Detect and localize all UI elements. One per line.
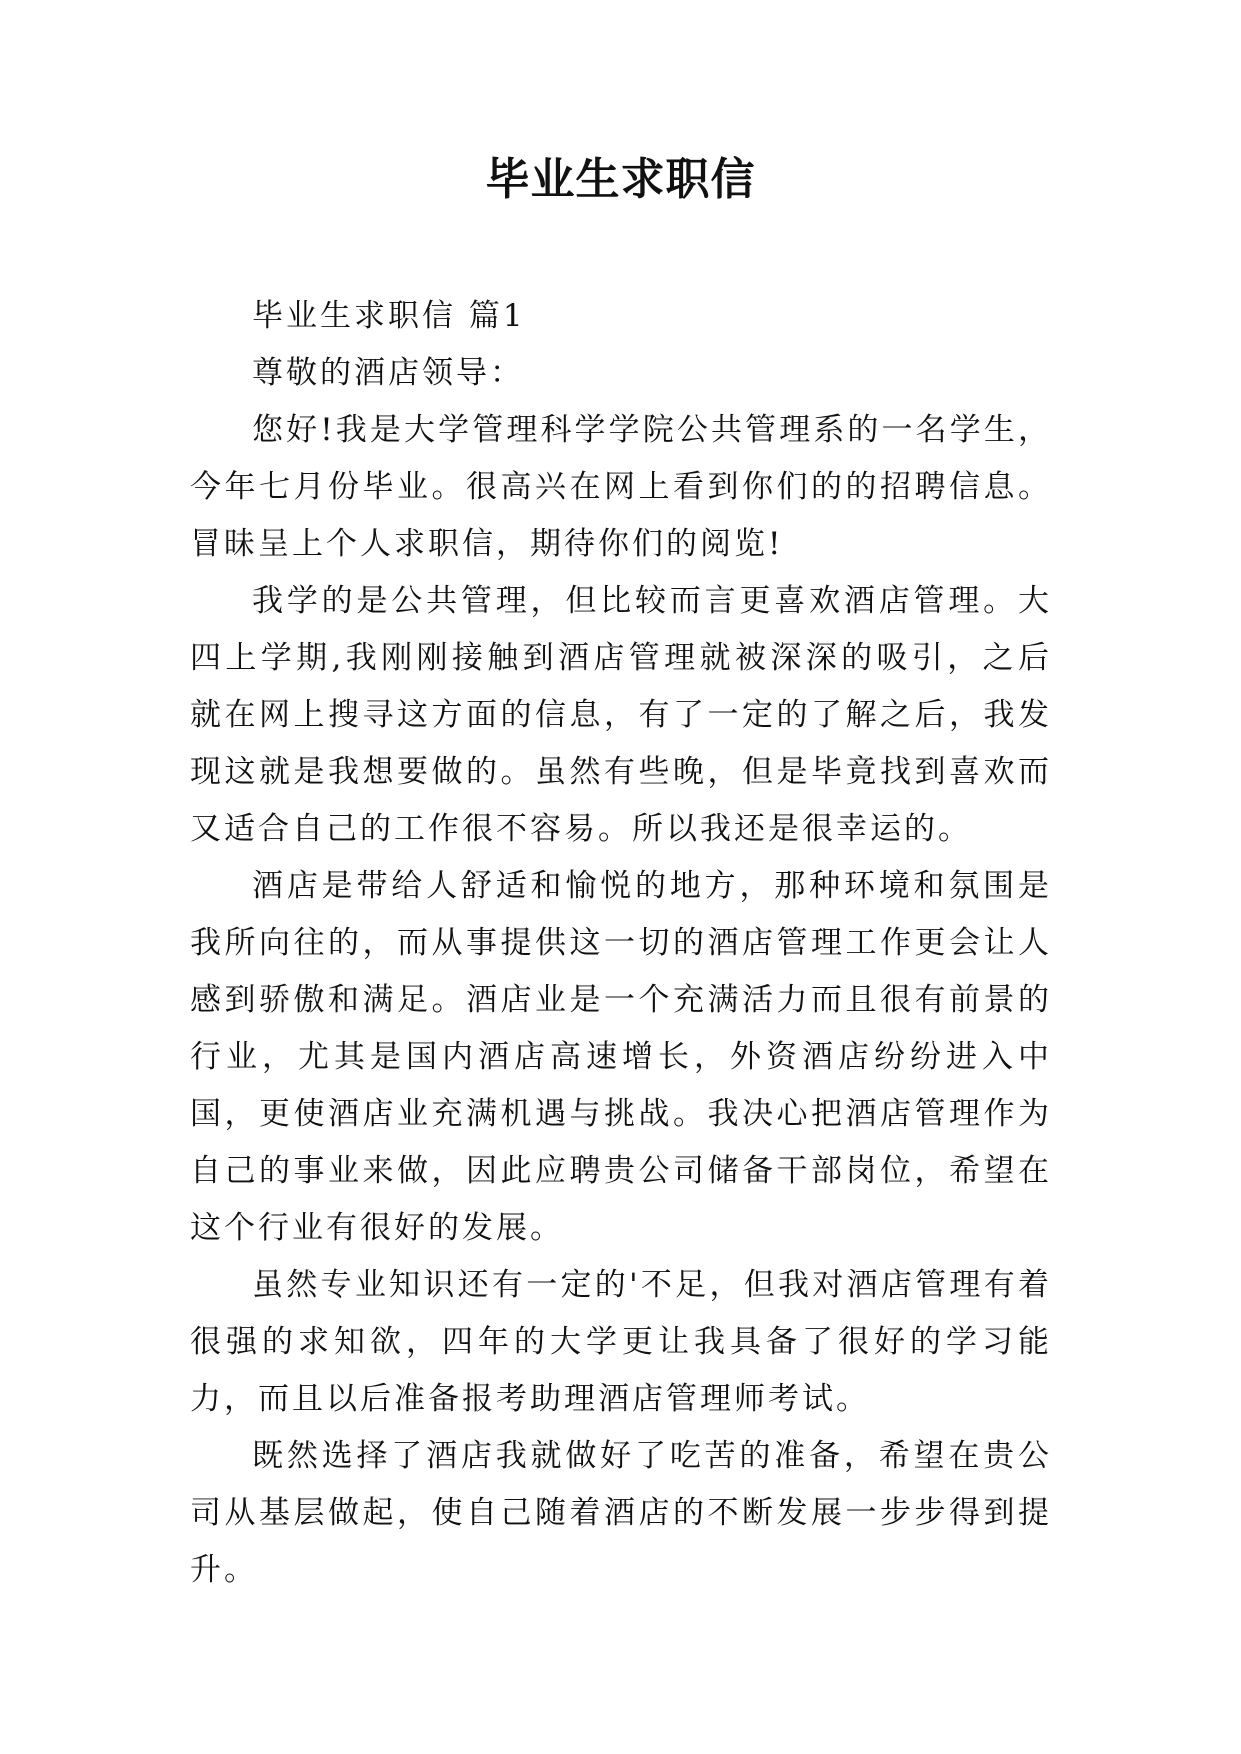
paragraph: 您好!我是大学管理科学学院公共管理系的一名学生，今年七月份毕业。很高兴在网上看到你们的的招聘信息。冒昧呈上个人求职信，期待你们的阅览!: [190, 412, 1052, 562]
salutation: 尊敬的酒店领导：: [252, 355, 524, 391]
section-heading: 毕业生求职信 篇1: [252, 298, 526, 334]
paragraph: 既然选择了酒店我就做好了吃苦的准备，希望在贵公司从基层做起，使自己随着酒店的不断发展一步步得到提升。: [190, 1438, 1052, 1588]
document-title: 毕业生求职信: [485, 154, 756, 205]
document-body: [190, 288, 1052, 1599]
paragraph: 我学的是公共管理，但比较而言更喜欢酒店管理。大四上学期,我刚刚接触到酒店管理就被深深的吸引，之后就在网上搜寻这方面的信息，有了一定的了解之后，我发现这就是我想要做的。虽然有些晚，但是毕竟找到喜欢而又适合自己的工作很不容易。所以我还是很幸运的。: [190, 583, 1052, 847]
paragraph: 酒店是带给人舒适和愉悦的地方，那种环境和氛围是我所向往的，而从事提供这一切的酒店管理工作更会让人感到骄傲和满足。酒店业是一个充满活力而且很有前景的行业，尤其是国内酒店高速增长，外资酒店纷纷进入中国，更使酒店业充满机遇与挑战。我决心把酒店管理作为自己的事业来做，因此应聘贵公司储备干部岗位，希望在这个行业有很好的发展。: [190, 868, 1052, 1246]
paragraph: 虽然专业知识还有一定的'不足，但我对酒店管理有着很强的求知欲，四年的大学更让我具备了很好的学习能力，而且以后准备报考助理酒店管理师考试。: [190, 1267, 1052, 1417]
